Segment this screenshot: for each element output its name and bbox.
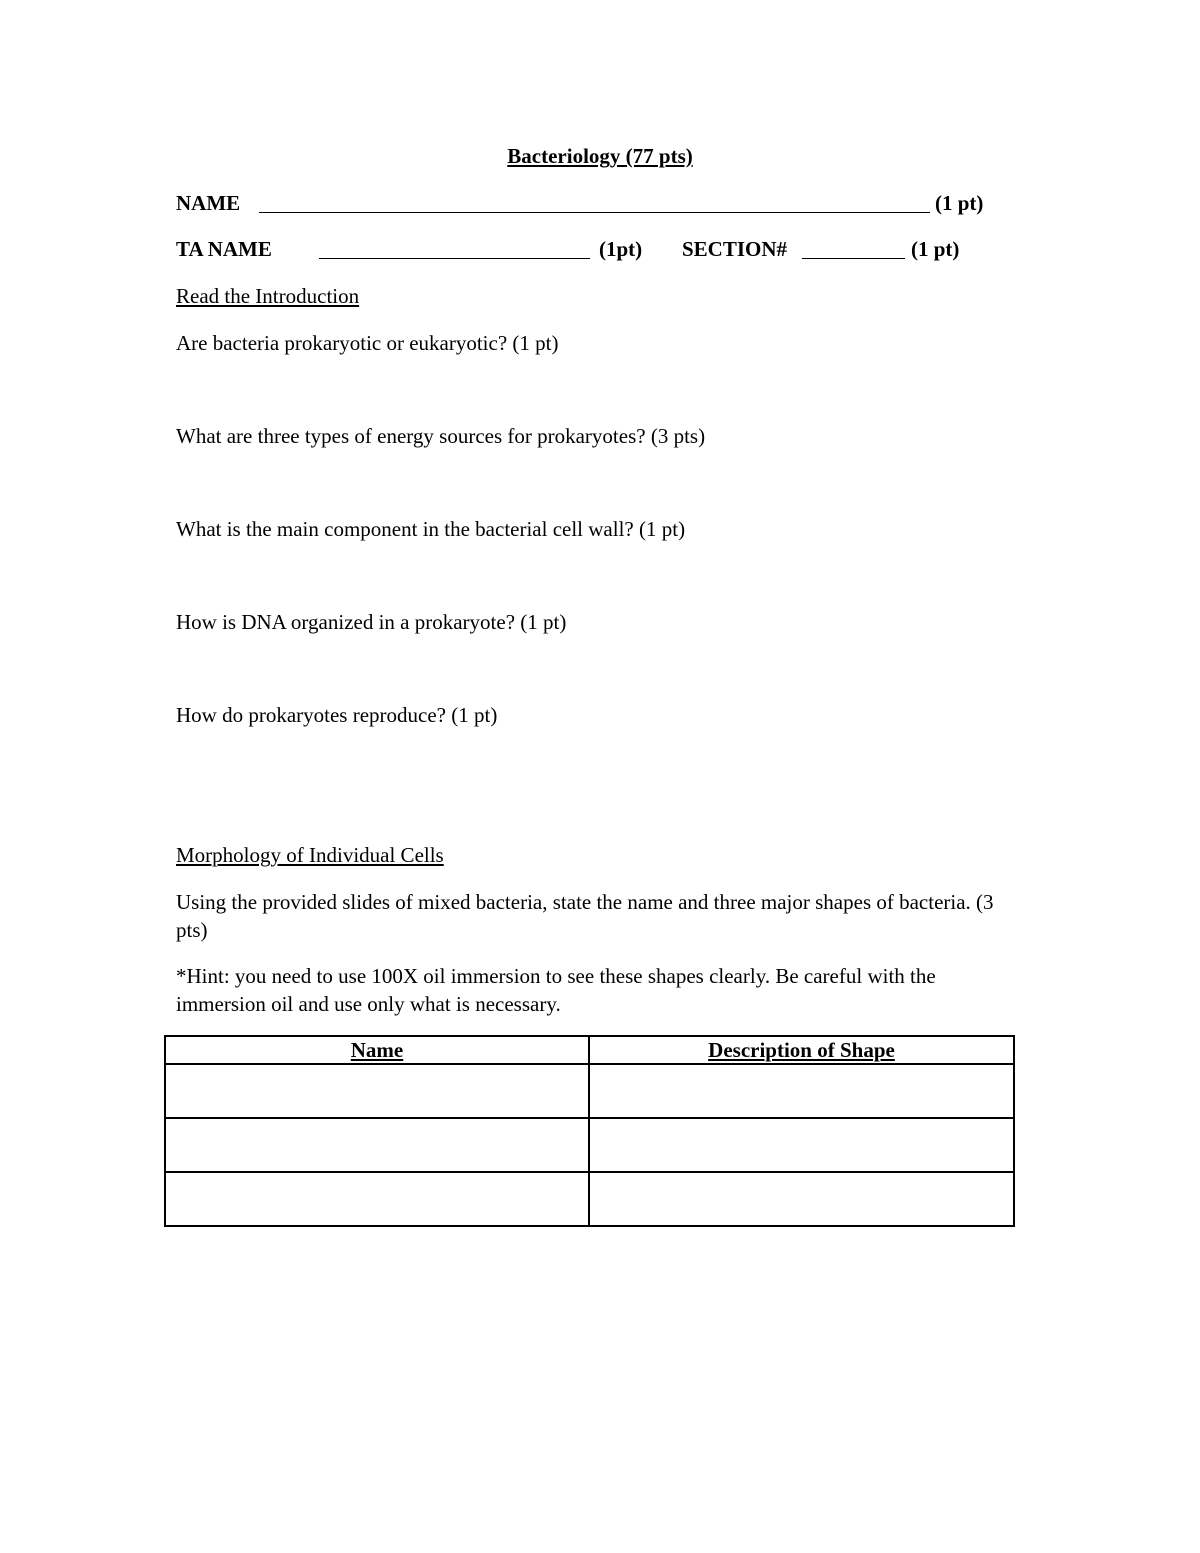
question-4: How is DNA organized in a prokaryote? (1 pt): [176, 610, 567, 634]
table-row: [165, 1064, 1014, 1118]
question-2: What are three types of energy sources for prokaryotes? (3 pts): [176, 424, 706, 448]
table-row: [165, 1172, 1014, 1226]
intro-heading: Read the Introduction: [176, 284, 360, 308]
section-points: (1 pt): [911, 237, 960, 261]
description-cell[interactable]: [589, 1064, 1014, 1118]
question-3: What is the main component in the bacterial cell wall? (1 pt): [176, 517, 686, 541]
question-5: How do prokaryotes reproduce? (1 pt): [176, 703, 498, 727]
name-points: (1 pt): [935, 191, 984, 215]
ta-name-field[interactable]: [319, 258, 590, 259]
name-cell[interactable]: [165, 1118, 589, 1172]
shapes-table: [164, 1035, 1015, 1227]
description-cell[interactable]: [589, 1172, 1014, 1226]
section-label: SECTION#: [682, 237, 788, 261]
table-header-row: [165, 1036, 1014, 1064]
page-title: Bacteriology (77 pts): [507, 144, 693, 168]
column-header-name: Name: [165, 1036, 589, 1064]
table-row: [165, 1118, 1014, 1172]
description-cell[interactable]: [589, 1118, 1014, 1172]
name-label: NAME: [176, 191, 241, 215]
section-field[interactable]: [802, 258, 905, 259]
ta-name-points: (1pt): [599, 237, 643, 261]
question-1: Are bacteria prokaryotic or eukaryotic? (1 pt): [176, 331, 559, 355]
hint-text: *Hint: you need to use 100X oil immersion to see these shapes clearly. Be careful with the immersion oil and use only what is necessary.: [176, 964, 936, 1016]
ta-name-label: TA NAME: [176, 237, 272, 261]
name-cell[interactable]: [165, 1064, 589, 1118]
name-field[interactable]: [259, 212, 930, 213]
morphology-heading: Morphology of Individual Cells: [176, 843, 444, 867]
column-header-description: Description of Shape: [589, 1036, 1014, 1064]
morphology-instruction: Using the provided slides of mixed bacteria, state the name and three major shapes of bacteria. (3 pts): [176, 890, 994, 942]
name-cell[interactable]: [165, 1172, 589, 1226]
